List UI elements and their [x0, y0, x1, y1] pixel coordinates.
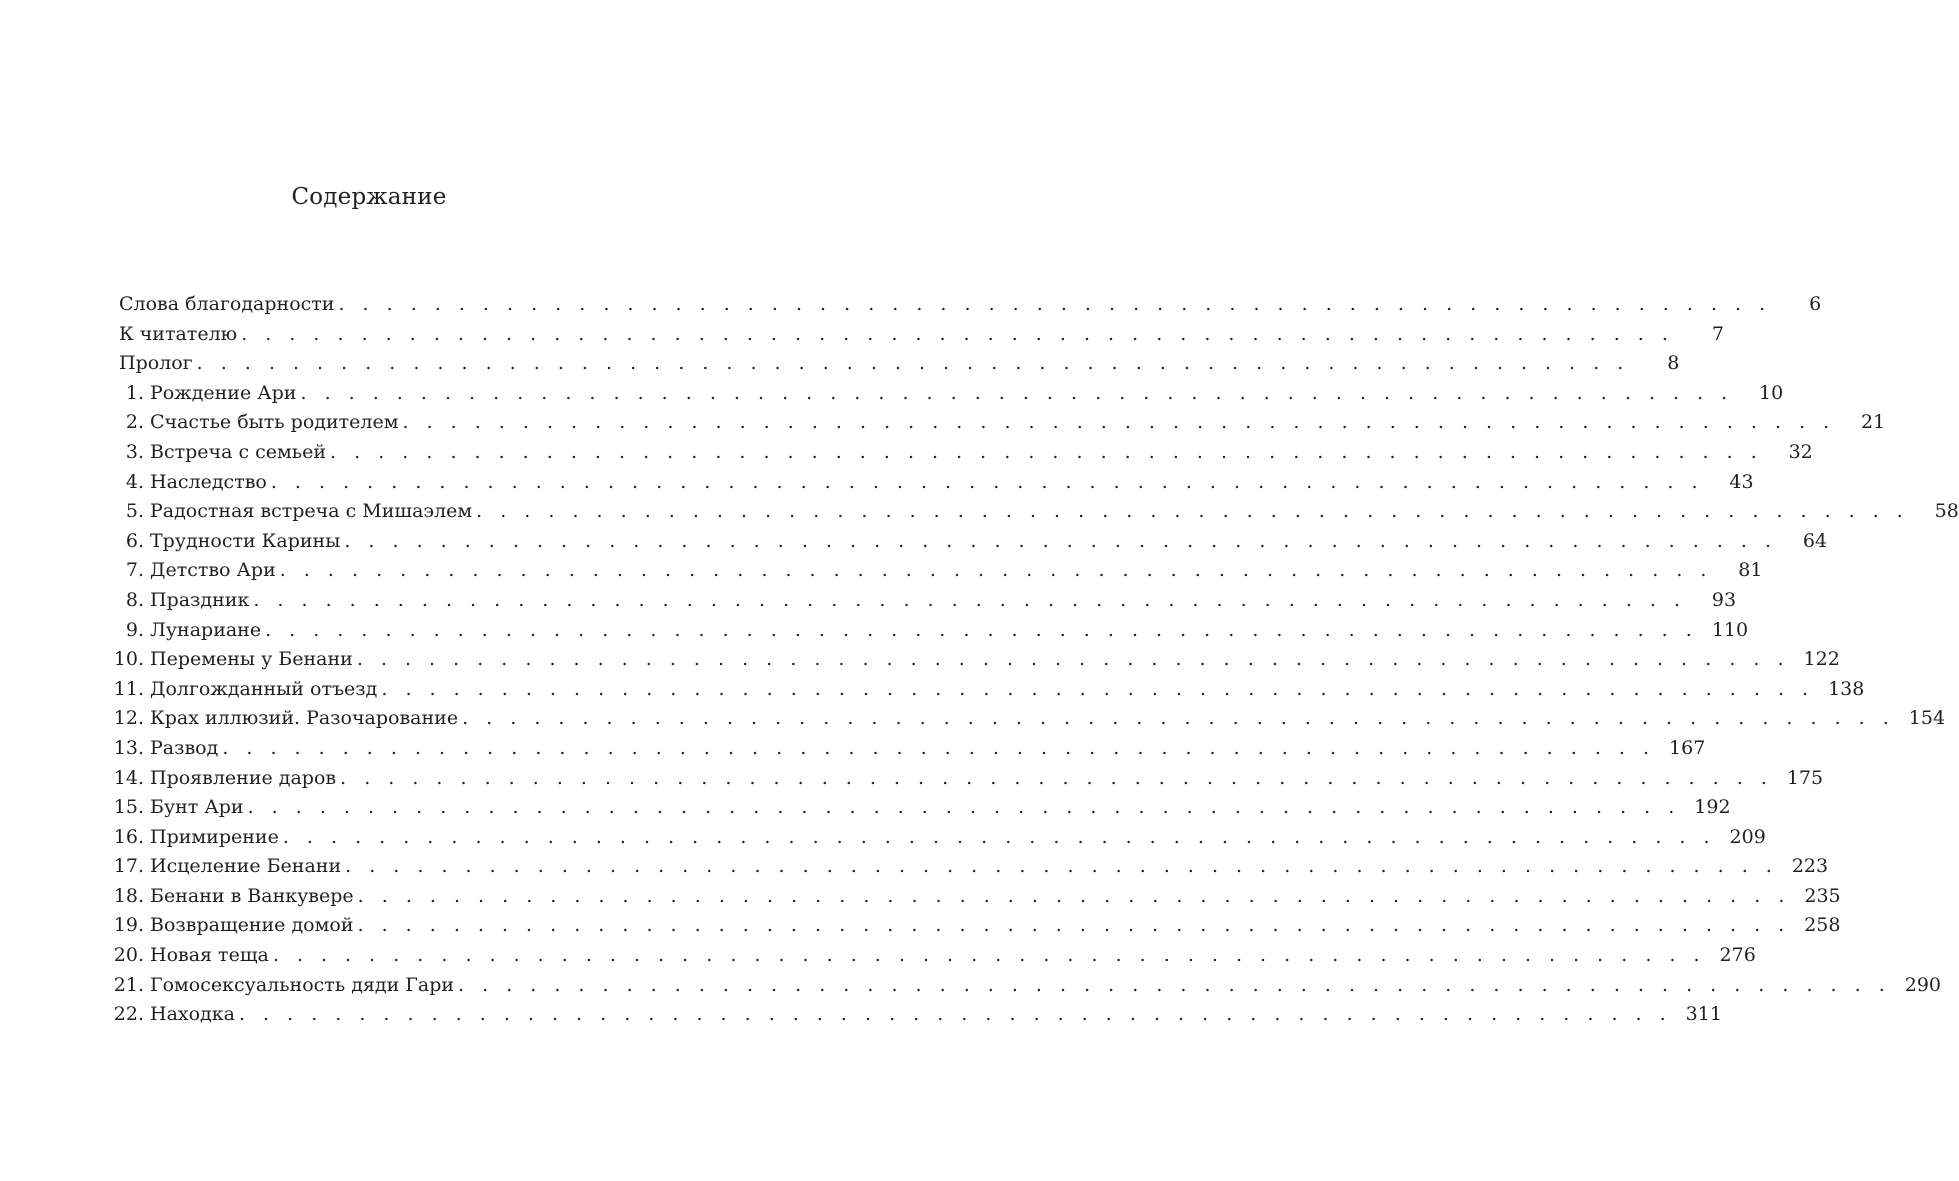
toc-entry-title: Крах иллюзий. Разочарование	[150, 707, 459, 730]
toc-entry[interactable]	[104, 320, 1724, 350]
toc-entry-number: 6.	[125, 529, 144, 552]
toc-entry-page-number: 290	[1904, 973, 1942, 996]
toc-entry[interactable]	[104, 1000, 1722, 1030]
toc-entry[interactable]	[104, 527, 1828, 557]
table-of-contents	[104, 290, 1959, 1030]
toc-entry[interactable]	[104, 734, 1706, 764]
toc-dot-leader: . . . . . . . . . . . . . . . . . . . . . . . . . . . . . . . . . . . . . . . . . . . . . . . . . . . . . . . . . . . .	[222, 736, 1656, 759]
toc-dot-leader: . . . . . . . . . . . . . . . . . . . . . . . . . . . . . . . . . . . . . . . . . . . . . . . . . . . . . . . . . . . .	[241, 322, 1674, 345]
toc-entry-number: 22.	[113, 1003, 144, 1026]
toc-entry[interactable]	[104, 645, 1840, 675]
toc-dot-leader: . . . . . . . . . . . . . . . . . . . . . . . . . . . . . . . . . . . . . . . . . . . . . . . . . . . . . . . . . . . .	[402, 411, 1836, 434]
toc-entry-title: Примирение	[150, 825, 279, 848]
toc-entry-title: Встреча с семьей	[150, 440, 327, 463]
toc-dot-leader: . . . . . . . . . . . . . . . . . . . . . . . . . . . . . . . . . . . . . . . . . . . . . . . . . . . . . . . . . . . .	[253, 588, 1687, 611]
toc-entry-title: Бунт Ари	[150, 796, 244, 819]
toc-dot-leader: . . . . . . . . . . . . . . . . . . . . . . . . . . . . . . . . . . . . . . . . . . . . . . . . . . . . . . . . . . . .	[265, 618, 1698, 641]
toc-dot-leader: . . . . . . . . . . . . . . . . . . . . . . . . . . . . . . . . . . . . . . . . . . . . . . . . . . . . . . . . . . . .	[344, 529, 1778, 552]
toc-entry-page-number: 110	[1711, 618, 1749, 641]
toc-entry-page-number: 122	[1803, 648, 1840, 671]
toc-entry[interactable]	[104, 379, 1784, 409]
toc-entry[interactable]	[104, 497, 1959, 527]
toc-entry[interactable]	[104, 290, 1822, 320]
toc-entry[interactable]	[104, 675, 1865, 705]
toc-dot-leader: . . . . . . . . . . . . . . . . . . . . . . . . . . . . . . . . . . . . . . . . . . . . . . . . . . . . . . . . . . . .	[381, 677, 1815, 700]
toc-entry[interactable]	[104, 408, 1886, 438]
toc-entry-number: 12.	[113, 707, 144, 730]
toc-entry-number: 19.	[113, 914, 144, 937]
toc-entry-title: Рождение Ари	[150, 381, 297, 404]
toc-entry[interactable]	[104, 616, 1749, 646]
toc-entry-page-number: 138	[1828, 677, 1865, 700]
toc-entry-title: К читателю	[119, 322, 238, 345]
toc-entry-title: Возвращение домой	[150, 914, 354, 937]
toc-dot-leader: . . . . . . . . . . . . . . . . . . . . . . . . . . . . . . . . . . . . . . . . . . . . . . . . . . . . . . . . . . . .	[458, 973, 1891, 996]
toc-dot-leader: . . . . . . . . . . . . . . . . . . . . . . . . . . . . . . . . . . . . . . . . . . . . . . . . . . . . . . . . . . . .	[357, 914, 1791, 937]
toc-dot-leader: . . . . . . . . . . . . . . . . . . . . . . . . . . . . . . . . . . . . . . . . . . . . . . . . . . . . . . . . . . . .	[238, 1003, 1672, 1026]
toc-entry-page-number: 81	[1738, 559, 1763, 582]
toc-dot-leader: . . . . . . . . . . . . . . . . . . . . . . . . . . . . . . . . . . . . . . . . . . . . . . . . . . . . . . . . . . . .	[476, 500, 1909, 523]
toc-entry-page-number: 7	[1711, 322, 1724, 345]
toc-dot-leader: . . . . . . . . . . . . . . . . . . . . . . . . . . . . . . . . . . . . . . . . . . . . . . . . . . . . . . . . . . . .	[272, 944, 1706, 967]
toc-entry-title: Детство Ари	[150, 559, 276, 582]
toc-entry-title: Перемены у Бенани	[150, 648, 353, 671]
toc-entry[interactable]	[104, 971, 1942, 1001]
toc-entry[interactable]	[104, 764, 1824, 794]
toc-entry[interactable]	[104, 704, 1946, 734]
toc-entry-page-number: 311	[1685, 1003, 1722, 1026]
toc-entry-title: Радостная встреча с Мишаэлем	[150, 500, 473, 523]
toc-entry-number: 18.	[113, 884, 144, 907]
toc-dot-leader: . . . . . . . . . . . . . . . . . . . . . . . . . . . . . . . . . . . . . . . . . . . . . . . . . . . . . . . . . . . .	[300, 381, 1734, 404]
toc-entry-number: 3.	[125, 440, 144, 463]
toc-entry-page-number: 32	[1788, 440, 1813, 463]
toc-entry[interactable]	[104, 852, 1829, 882]
toc-dot-leader: . . . . . . . . . . . . . . . . . . . . . . . . . . . . . . . . . . . . . . . . . . . . . . . . . . . . . . . . . . . .	[279, 559, 1713, 582]
toc-entry-page-number: 167	[1669, 736, 1706, 759]
toc-entry-page-number: 276	[1719, 944, 1756, 967]
toc-entry[interactable]	[104, 556, 1763, 586]
toc-dot-leader: . . . . . . . . . . . . . . . . . . . . . . . . . . . . . . . . . . . . . . . . . . . . . . . . . . . . . . . . . . . .	[196, 352, 1630, 375]
toc-entry[interactable]	[104, 468, 1754, 498]
toc-entry-page-number: 43	[1729, 470, 1754, 493]
toc-entry[interactable]	[104, 882, 1841, 912]
toc-entry-number: 20.	[113, 944, 144, 967]
toc-entry-title: Праздник	[150, 588, 250, 611]
toc-entry-page-number: 258	[1804, 914, 1841, 937]
toc-entry-title: Счастье быть родителем	[150, 411, 399, 434]
toc-entry-page-number: 64	[1802, 529, 1828, 552]
toc-dot-leader: . . . . . . . . . . . . . . . . . . . . . . . . . . . . . . . . . . . . . . . . . . . . . . . . . . . . . . . . . . . .	[345, 855, 1778, 878]
toc-entry[interactable]	[104, 349, 1680, 379]
toc-entry-number: 14.	[113, 766, 144, 789]
toc-entry-title: Новая теща	[150, 944, 269, 967]
toc-entry-number: 2.	[125, 411, 144, 434]
toc-dot-leader: . . . . . . . . . . . . . . . . . . . . . . . . . . . . . . . . . . . . . . . . . . . . . . . . . . . . . . . . . . . .	[330, 440, 1763, 463]
toc-dot-leader: . . . . . . . . . . . . . . . . . . . . . . . . . . . . . . . . . . . . . . . . . . . . . . . . . . . . . . . . . . . .	[338, 293, 1772, 315]
toc-entry-number: 16.	[113, 825, 144, 848]
toc-entry-number: 4.	[125, 470, 144, 493]
toc-entry-page-number: 175	[1786, 766, 1824, 789]
toc-entry-title: Гомосексуальность дяди Гари	[150, 973, 455, 996]
toc-dot-leader: . . . . . . . . . . . . . . . . . . . . . . . . . . . . . . . . . . . . . . . . . . . . . . . . . . . . . . . . . . . .	[462, 707, 1895, 730]
toc-dot-leader: . . . . . . . . . . . . . . . . . . . . . . . . . . . . . . . . . . . . . . . . . . . . . . . . . . . . . . . . . . . .	[357, 884, 1791, 907]
toc-entry[interactable]	[104, 941, 1756, 971]
toc-entry-title: Развод	[150, 736, 219, 759]
toc-entry-number: 17.	[113, 855, 144, 878]
toc-entry-title: Пролог	[119, 352, 193, 375]
toc-entry-title: Проявление даров	[150, 766, 337, 789]
toc-entry-page-number: 21	[1861, 411, 1886, 434]
toc-entry-title: Бенани в Ванкувере	[150, 884, 354, 907]
toc-entry-page-number: 10	[1759, 381, 1784, 404]
toc-entry-number: 5.	[125, 500, 144, 523]
toc-entry-page-number: 235	[1804, 884, 1841, 907]
toc-entry-title: Слова благодарности	[119, 293, 335, 315]
page-title: Содержание	[291, 184, 447, 210]
toc-entry-title: Находка	[150, 1003, 235, 1026]
toc-dot-leader: . . . . . . . . . . . . . . . . . . . . . . . . . . . . . . . . . . . . . . . . . . . . . . . . . . . . . . . . . . . .	[270, 470, 1704, 493]
toc-dot-leader: . . . . . . . . . . . . . . . . . . . . . . . . . . . . . . . . . . . . . . . . . . . . . . . . . . . . . . . . . . . .	[282, 825, 1716, 848]
toc-entry-title: Наследство	[150, 470, 267, 493]
toc-entry-number: 1.	[125, 381, 144, 404]
toc-entry-number: 15.	[113, 796, 144, 819]
toc-entry-number: 21.	[113, 973, 144, 996]
toc-entry-number: 13.	[113, 736, 144, 759]
toc-dot-leader: . . . . . . . . . . . . . . . . . . . . . . . . . . . . . . . . . . . . . . . . . . . . . . . . . . . . . . . . . . . .	[340, 766, 1773, 789]
toc-entry-title: Лунариане	[150, 618, 262, 641]
toc-entry-page-number: 223	[1791, 855, 1829, 878]
toc-entry-page-number: 58	[1934, 500, 1959, 523]
toc-entry-page-number: 6	[1809, 293, 1822, 315]
toc-entry-title: Долгожданный отъезд	[150, 677, 378, 700]
toc-entry-number: 11.	[113, 677, 144, 700]
toc-entry-number: 9.	[125, 618, 144, 641]
toc-entry-number: 7.	[125, 559, 144, 582]
toc-entry-title: Трудности Карины	[150, 529, 341, 552]
toc-entry-page-number: 192	[1694, 796, 1731, 819]
toc-entry[interactable]	[104, 438, 1813, 468]
toc-entry-title: Исцеление Бенани	[150, 855, 342, 878]
toc-entry-page-number: 154	[1908, 707, 1946, 730]
toc-entry-number: 8.	[125, 588, 144, 611]
toc-entry-page-number: 93	[1711, 588, 1737, 611]
toc-entry[interactable]	[104, 793, 1731, 823]
toc-entry[interactable]	[104, 586, 1737, 616]
toc-dot-leader: . . . . . . . . . . . . . . . . . . . . . . . . . . . . . . . . . . . . . . . . . . . . . . . . . . . . . . . . . . . .	[356, 648, 1790, 671]
toc-entry-number: 10.	[113, 648, 144, 671]
toc-entry-page-number: 8	[1667, 352, 1680, 375]
toc-entry[interactable]	[104, 823, 1766, 853]
toc-dot-leader: . . . . . . . . . . . . . . . . . . . . . . . . . . . . . . . . . . . . . . . . . . . . . . . . . . . . . . . . . . . .	[247, 796, 1681, 819]
toc-entry-page-number: 209	[1729, 825, 1766, 848]
toc-entry[interactable]	[104, 911, 1841, 941]
